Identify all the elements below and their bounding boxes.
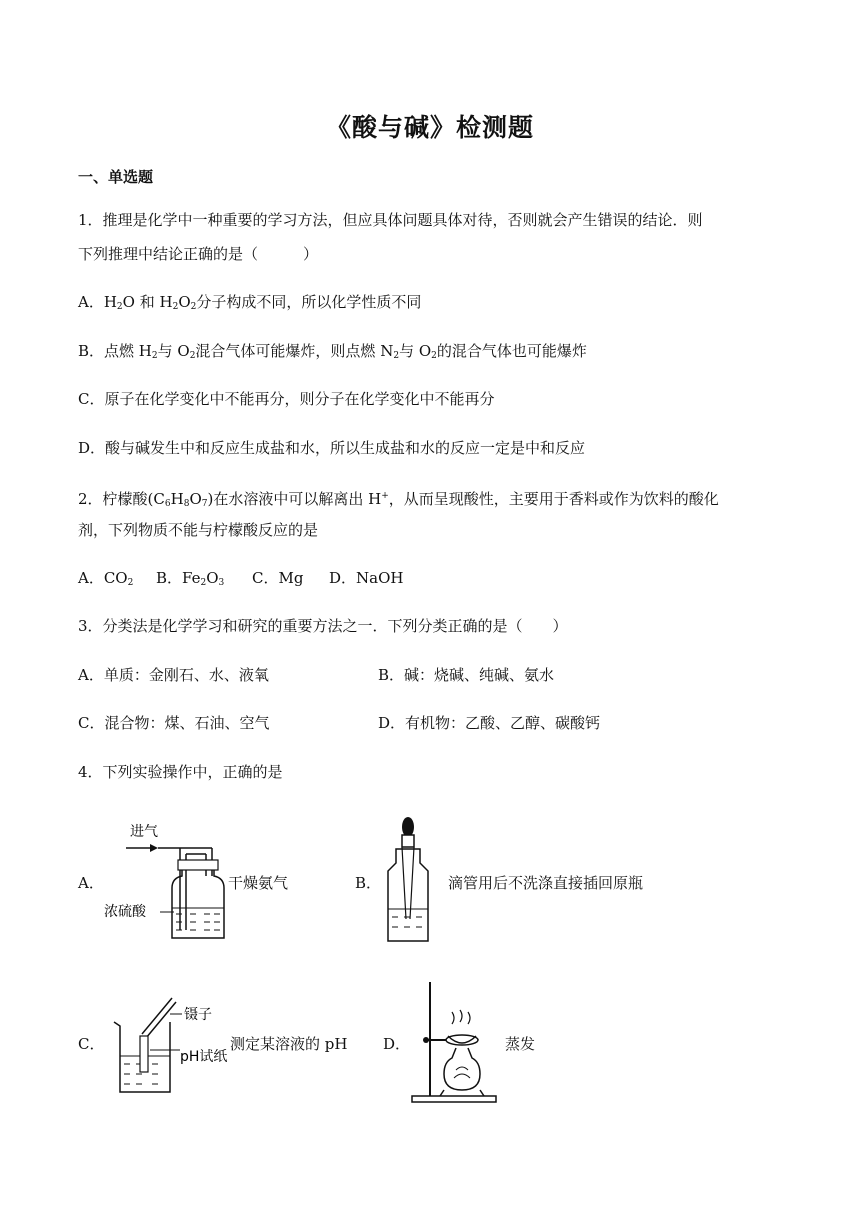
q3-option-d: D．有机物：乙酸、乙醇、碳酸钙 (378, 714, 601, 732)
q1-stem-line2: 下列推理中结论正确的是（ ） (78, 245, 319, 263)
q1-option-a: A．$H_2O$ 和 $H_2O_2$分子构成不同，所以化学性质不同 (78, 293, 422, 312)
q4-option-d-caption: 蒸发 (505, 1035, 536, 1053)
q4-option-b-caption: 滴管用后不洗涤直接插回原瓶 (448, 874, 644, 892)
section-heading: 一、单选题 (78, 168, 154, 186)
q2-options (78, 567, 403, 594)
q3-option-a: A．单质：金刚石、水、液氧 (78, 666, 269, 684)
q2-option-b: B．$Fe_2O_3$ (156, 569, 225, 588)
q1-option-d: D．酸与碱发生中和反应生成盐和水，所以生成盐和水的反应一定是中和反应 (78, 439, 586, 457)
dropper-bottle-figure (378, 815, 438, 945)
page-title: 《酸与碱》检测题 (325, 113, 534, 142)
q4-option-a-caption: 干燥氨气 (228, 874, 289, 892)
q1-option-b: B．点燃 $H_2$与 $O_2$混合气体可能爆炸，则点燃 $N_2$与 $O_2$的混合气体也可能爆炸 (78, 342, 587, 361)
fig-label-acid: 浓硫酸 (104, 904, 146, 920)
q4-option-a-letter: A． (78, 874, 104, 892)
evaporation-setup-figure (408, 978, 500, 1106)
q4-stem: 4．下列实验操作中，正确的是 (78, 763, 283, 781)
q1-stem-line1: 1．推理是化学中一种重要的学习方法，但应具体问题具体对待，否则就会产生错误的结论．则 (78, 211, 703, 229)
q2-stem-line1: 2．柠檬酸$(C_6H_8O_7)$在水溶液中可以解离出 H+，从而呈现酸性，主要用于香料或作为饮料的酸化 (78, 490, 719, 509)
q1-option-c: C．原子在化学变化中不能再分，则分子在化学变化中不能再分 (78, 390, 495, 408)
q4-option-d-letter: D． (383, 1035, 411, 1053)
fig-label-ph-paper: pH试纸 (180, 1049, 228, 1065)
q2-stem-line2: 剂，下列物质不能与柠檬酸反应的是 (78, 521, 319, 539)
q3-stem: 3．分类法是化学学习和研究的重要方法之一．下列分类正确的是（ ） (78, 617, 568, 635)
q4-option-c-letter: C． (78, 1035, 105, 1053)
fig-label-gas-in: 进气 (130, 824, 158, 840)
q4-option-b-letter: B． (355, 874, 382, 892)
ph-test-beaker-figure (104, 992, 234, 1102)
q4-option-c-caption: 测定某溶液的 pH (230, 1035, 348, 1053)
q3-option-b: B．碱：烧碱、纯碱、氨水 (378, 666, 555, 684)
gas-washing-bottle-figure (100, 818, 230, 943)
q3-option-c: C．混合物：煤、石油、空气 (78, 714, 270, 732)
fig-label-tweezers: 镊子 (184, 1007, 212, 1023)
q2-option-a: A．$CO_2$ (78, 569, 134, 588)
q2-option-c: C．Mg (252, 569, 304, 587)
q2-option-d: D．NaOH (329, 569, 404, 587)
